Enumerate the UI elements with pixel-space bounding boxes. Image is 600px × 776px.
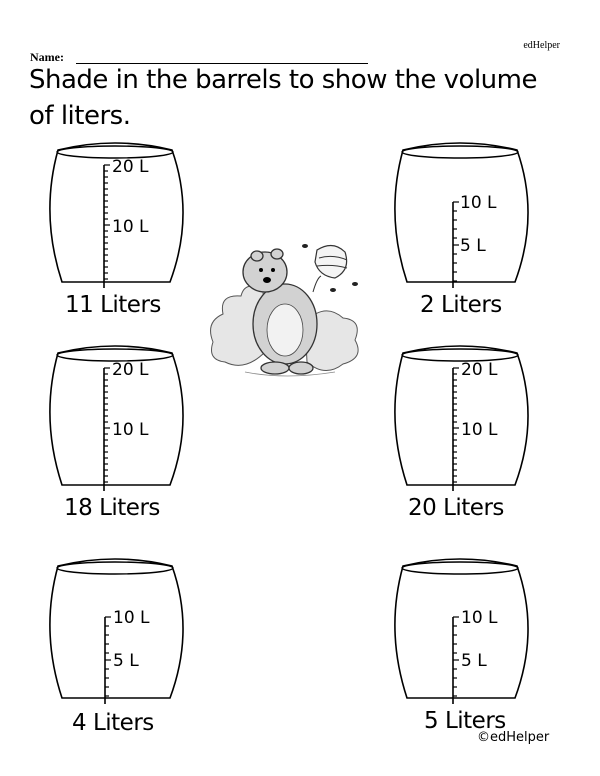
barrel-3[interactable]	[40, 343, 190, 493]
instructions: Shade in the barrels to show the volume of liters.	[29, 65, 537, 131]
scale-top-label: 10 L	[461, 608, 498, 628]
barrel-4[interactable]	[385, 343, 535, 493]
scale-mid-label: 10 L	[461, 420, 498, 440]
barrel-outline	[40, 140, 190, 290]
barrel-outline	[385, 556, 535, 706]
scale-mid-label: 10 L	[112, 420, 149, 440]
barrel-caption: 20 Liters	[408, 495, 504, 521]
barrel-caption: 4 Liters	[72, 710, 154, 736]
scale-top-label: 20 L	[461, 360, 498, 380]
footer-credit: ©edHelper	[477, 730, 550, 745]
brand-label: edHelper	[523, 40, 560, 51]
barrel-5[interactable]	[40, 556, 190, 706]
scale-top-label: 10 L	[460, 193, 497, 213]
scale-mid-label: 5 L	[460, 236, 486, 256]
scale-top-label: 20 L	[112, 360, 149, 380]
barrel-1[interactable]	[40, 140, 190, 290]
scale-top-label: 10 L	[113, 608, 150, 628]
barrel-caption: 18 Liters	[64, 495, 160, 521]
scale-mid-label: 10 L	[112, 217, 149, 237]
barrel-outline	[385, 140, 535, 290]
barrel-outline	[40, 556, 190, 706]
scale-top-label: 20 L	[112, 157, 149, 177]
name-label: Name:	[30, 50, 64, 64]
barrel-6[interactable]	[385, 556, 535, 706]
barrel-caption: 11 Liters	[65, 292, 161, 318]
barrel-outline	[385, 343, 535, 493]
gopher-with-bees-icon	[205, 232, 365, 386]
barrel-caption: 5 Liters	[424, 708, 506, 734]
scale-mid-label: 5 L	[113, 651, 139, 671]
barrel-outline	[40, 343, 190, 493]
barrel-caption: 2 Liters	[420, 292, 502, 318]
scale-mid-label: 5 L	[461, 651, 487, 671]
barrel-2[interactable]	[385, 140, 535, 290]
